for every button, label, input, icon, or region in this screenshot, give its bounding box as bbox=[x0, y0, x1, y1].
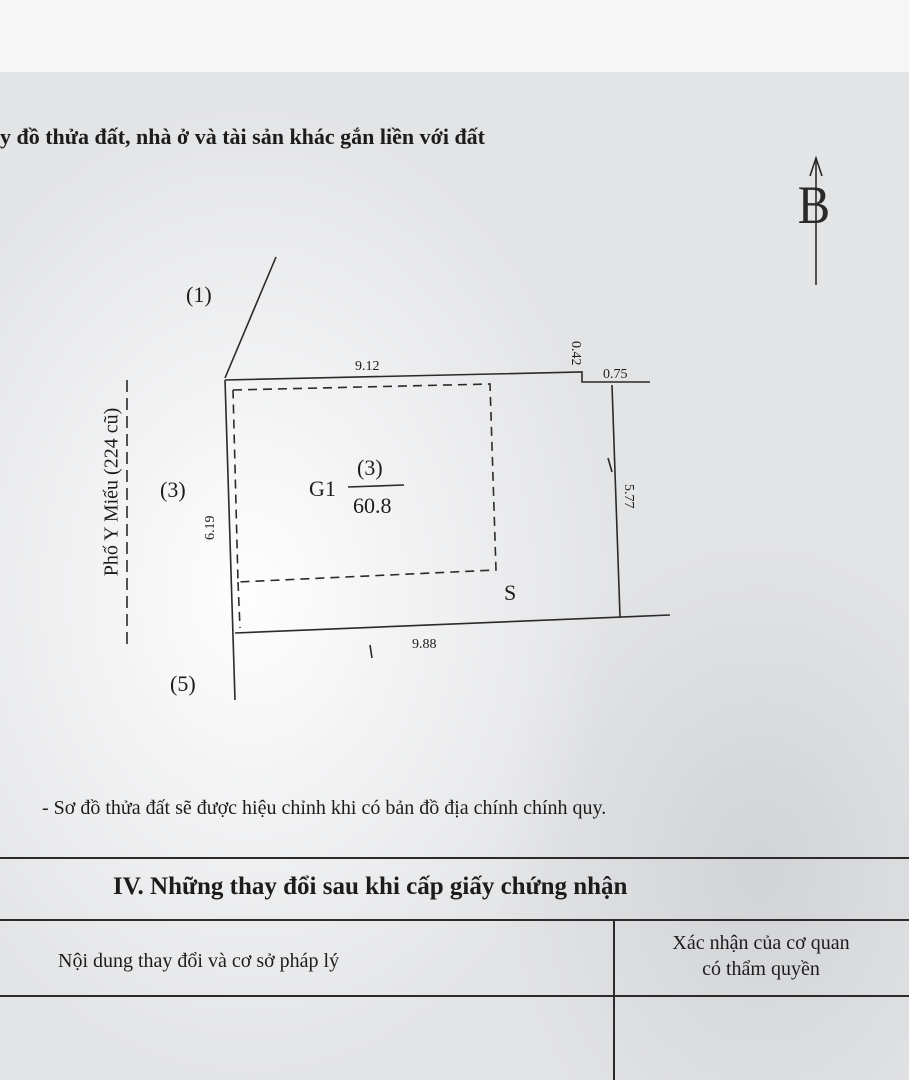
dimension-top: 9.12 bbox=[355, 359, 380, 374]
adjustment-note: - Sơ đồ thửa đất sẽ được hiệu chỉnh khi có bản đồ địa chính chính quy. bbox=[42, 797, 607, 819]
section-title: y đồ thửa đất, nhà ở và tài sản khác gắn liền với đất bbox=[0, 124, 485, 149]
compass-letter: B bbox=[797, 175, 831, 235]
neighbor-label-1: (1) bbox=[186, 282, 212, 307]
street-name: Phố Y Miếu (224 cũ) bbox=[100, 407, 123, 577]
parcel-area: 60.8 bbox=[353, 493, 392, 518]
changes-table-title: IV. Những thay đổi sau khi cấp giấy chứng nhận bbox=[113, 873, 628, 900]
parcel-label: G1 bbox=[309, 476, 336, 501]
neighbor-label-3: (3) bbox=[160, 477, 186, 502]
dimension-right: 5.77 bbox=[621, 484, 636, 509]
column-header-confirmation bbox=[616, 930, 906, 982]
neighbor-label-5: (5) bbox=[170, 671, 196, 696]
dimension-top-offset: 0.42 bbox=[568, 341, 583, 366]
marker-s: S bbox=[504, 580, 517, 605]
dimension-top-right: 0.75 bbox=[603, 367, 628, 382]
column-header-confirmation-line1: Xác nhận của cơ quan bbox=[672, 932, 850, 954]
parcel-number: (3) bbox=[357, 455, 383, 480]
column-header-confirmation-line2: có thẩm quyền bbox=[702, 958, 820, 980]
dimension-bottom: 9.88 bbox=[412, 637, 437, 652]
column-header-changes: Nội dung thay đổi và cơ sở pháp lý bbox=[58, 950, 340, 972]
dimension-left: 6.19 bbox=[203, 515, 218, 540]
